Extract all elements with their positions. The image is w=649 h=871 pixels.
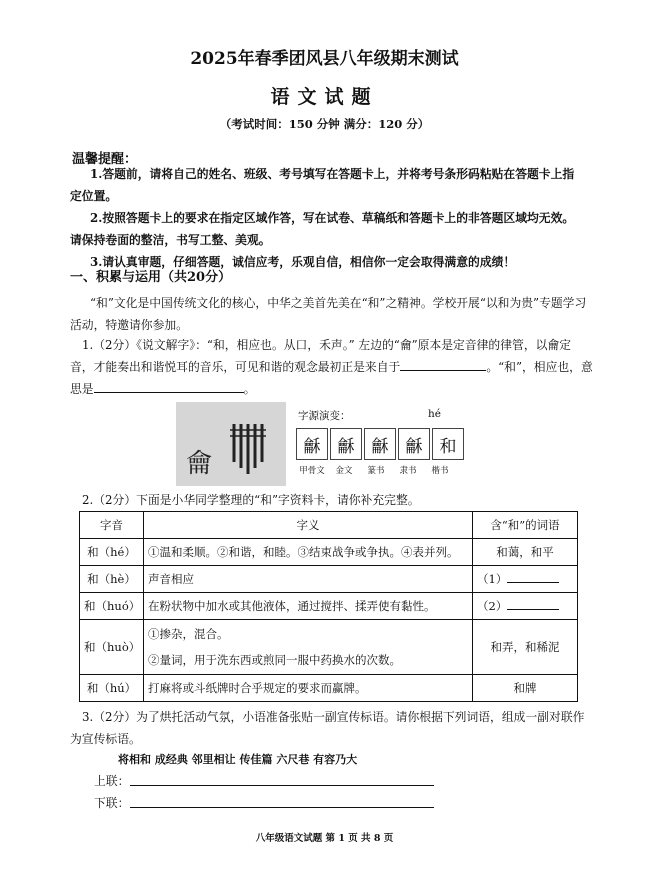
reminder-item-2a: 2.按照答题卡上的要求在指定区域作答，写在试卷、草稿纸和答题卡上的非答题区域均无效。 [90,211,575,225]
table-row [80,539,578,566]
q3-line2: 为宣传标语。 [70,732,141,746]
q1-blank-2[interactable] [94,378,244,393]
q1-blank-1[interactable] [400,356,486,371]
reminder-item-1a: 1.答题前，请将自己的姓名、班级、考号填写在答题卡上，并将考号条形码粘贴在答题卡上指 [90,167,575,181]
row-meaning-2: ②量词，用于洗东西或煎同一服中药换水的次数。 [148,653,401,667]
exam-title: 2025年春季团风县八年级期末测试 [190,49,459,69]
row-meaning: 声音相应 [144,566,473,593]
row-meaning: 打麻将或斗纸牌时合乎规定的要求而赢牌。 [144,675,473,702]
caption-seal: 篆书 [367,466,385,476]
q3-word-bank: 将相和 成经典 邻里相让 传佳篇 六尺巷 有容乃大 [118,753,358,766]
header-meaning: 字义 [144,512,473,539]
q1-line3-post: 。 [243,382,256,396]
table-row [80,566,578,593]
q1-line3-pre: 思是 [70,382,94,396]
table-row [80,620,578,675]
row-sound: 和（huò） [80,620,144,675]
blank-label-1: （1） [477,572,508,586]
row-words: 和蔼，和平 [473,539,578,566]
row-sound: 和（huó） [80,593,144,620]
caption-oracle: 甲骨文 [299,466,325,476]
row-meaning: ①温和柔顺。②和谐，和睦。③结束战争或争执。④表并列。 [144,539,473,566]
q2-prompt: 2.（2分）下面是小华同学整理的“和”字资料卡，请你补充完整。 [82,493,420,507]
character-evolution-figure [176,402,462,486]
q1-line3 [70,378,255,400]
row-sound: 和（hú） [80,675,144,702]
glyph-clerical: 龢 [398,428,430,460]
svg-text:龠: 龠 [186,449,213,479]
reminder-item-2b: 请保持卷面的整洁，书写工整、美观。 [70,233,271,247]
page-footer: 八年级语文试题 第 1 页 共 8 页 [255,833,394,844]
reminder-item-1b: 定位置。 [70,189,118,203]
header-words: 含“和”的词语 [473,512,578,539]
section-1-intro-a: “和”文化是中国传统文化的核心，中华之美首先美在“和”之精神。学校开展“以和为贵”专题学习 [90,296,587,310]
row-meaning: 在粉状物中加水或其他液体，通过搅拌、揉弄使有黏性。 [144,593,473,620]
row-meaning-1: ①掺杂，混合。 [148,627,229,641]
q1-line1: 1.（2分）《说文解字》：“和，相应也。从口，禾声。” 左边的“龠”原本是定音律的律管，以龠定 [82,338,572,352]
glyph-bronze: 龢 [330,428,362,460]
q1-line2 [70,356,593,378]
row-meaning [144,620,473,675]
row-sound: 和（hè） [80,566,144,593]
glyph-seal: 龢 [364,428,396,460]
table-row [80,593,578,620]
glyph-row [296,428,466,460]
table-row [80,675,578,702]
section-1-intro-b: 活动，特邀请你参加。 [70,318,188,332]
q1-line2-post: 。“和”，相应也，意 [486,360,593,374]
q3-line1: 3.（2分）为了烘托活动气氛，小语准备张贴一副宣传标语。请你根据下列词语，组成一副对联作 [82,710,585,724]
header-sound: 字音 [80,512,144,539]
exam-meta: （考试时间：150 分钟 满分：120 分） [219,117,430,131]
q3-lower-blank[interactable] [130,807,434,808]
answer-blank-1[interactable] [507,572,559,583]
exam-subject: 语文试题 [270,86,379,108]
glyph-regular: 和 [432,428,464,460]
q1-line2-pre: 音，才能奏出和谐悦耳的音乐，可见和谐的观念最初正是来自于 [70,360,401,374]
glyph-captions [296,464,456,476]
reminder-heading: 温馨提醒： [72,152,138,167]
evolution-pinyin: hé [428,408,441,420]
caption-clerical: 隶书 [399,466,417,476]
row-words: 和牌 [473,675,578,702]
row-words: 和弄，和稀泥 [473,620,578,675]
caption-regular: 楷书 [431,466,449,476]
section-1-heading: 一、积累与运用（共20分） [70,270,232,285]
blank-label-2: （2） [477,599,508,613]
row-sound: 和（hé） [80,539,144,566]
evolution-label: 字源演变： [298,410,351,422]
q3-upper-blank[interactable] [130,785,434,786]
table-header-row [80,512,578,539]
q3-upper-label: 上联： [94,774,130,788]
caption-bronze: 金文 [335,466,353,476]
reminder-item-3: 3.请认真审题，仔细答题，诚信应考，乐观自信，相信你一定会取得满意的成绩！ [90,255,516,269]
q3-lower-label: 下联： [94,796,130,810]
answer-blank-2[interactable] [507,599,559,610]
row-words-blank-2[interactable] [473,593,578,620]
row-words-blank-1[interactable] [473,566,578,593]
glyph-oracle: 龢 [296,428,328,460]
he-character-card-table [79,511,578,702]
pan-flute-image [176,402,286,486]
